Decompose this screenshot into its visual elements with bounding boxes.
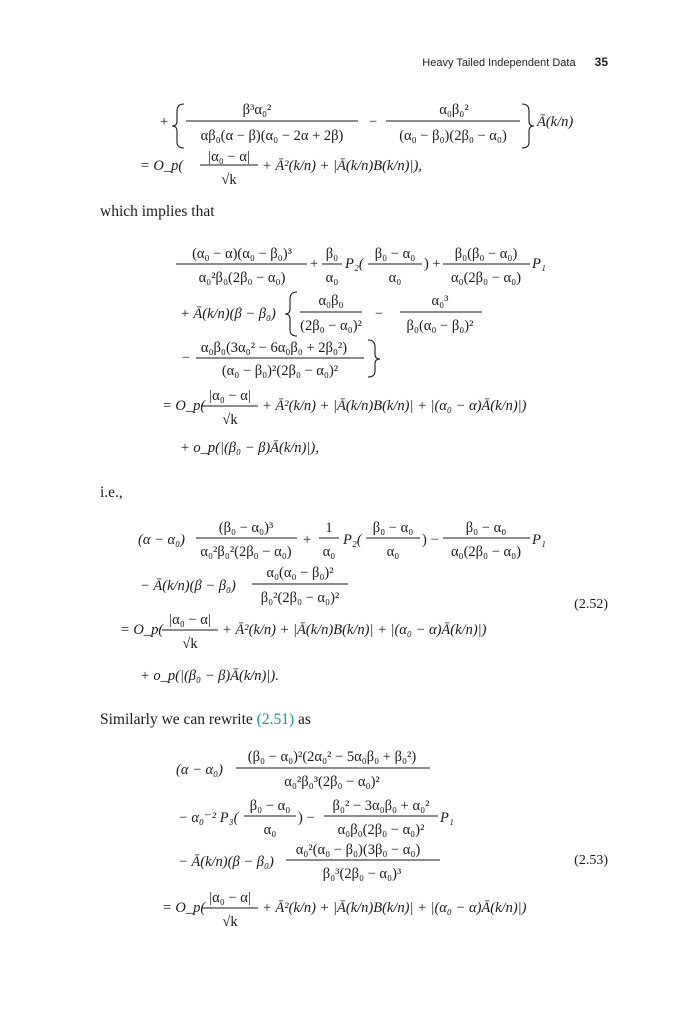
frac-d1-den: α₀²β₀³(2β₀ − α₀)² <box>284 774 380 790</box>
sqrt-k: √k <box>222 412 238 428</box>
sqrt-k: √k <box>222 914 238 930</box>
frac-b5-den: β₀(α₀ − β₀)² <box>406 318 474 334</box>
abar-term: Ā(k/n) <box>537 114 574 130</box>
remainder-term: + Ā²(k/n) + |Ā(k/n)B(k/n)| + |(α₀ − α)Ā(k/n)|) <box>262 398 527 414</box>
close-plus: ) + <box>424 256 441 272</box>
abar-beta-term: + Ā(k/n)(β − β₀) <box>180 306 276 322</box>
prose-which-implies: which implies that <box>100 203 215 220</box>
frac-c4-num: α₀(α₀ − β₀)² <box>266 565 334 581</box>
frac-d1-num: (β₀ − α₀)²(2α₀² − 5α₀β₀ + β₀²) <box>247 749 417 765</box>
equation-block-d <box>162 749 527 930</box>
p1: P₁ <box>532 256 546 272</box>
close-minus: ) − <box>298 810 315 826</box>
frac-b3a-num: β₀ − α₀ <box>374 246 416 262</box>
frac-d4-num: α₀²(α₀ − β₀)(3β₀ − α₀) <box>295 842 421 858</box>
equation-number-2-53: (2.53) <box>574 853 608 868</box>
left-brace <box>172 104 184 148</box>
equation-number-2-52: (2.52) <box>574 597 608 612</box>
frac-a2-den: (α₀ − β₀)(2β₀ − α₀) <box>399 128 507 144</box>
left-brace <box>285 292 297 336</box>
frac-a1-den: αβ₀(α − β)(α₀ − 2α + 2β) <box>200 128 344 144</box>
frac-c1-den: α₀²β₀²(2β₀ − α₀) <box>200 544 292 560</box>
frac-b1-num: (α₀ − α)(α₀ − β₀)³ <box>192 246 292 262</box>
small-op-term: + o_p(|(β₀ − β)Ā(k/n)|), <box>180 440 319 456</box>
frac-b4-num: α₀β₀ <box>318 293 344 309</box>
p2-open: P₂( <box>343 532 362 548</box>
remainder-term: + Ā²(k/n) + |Ā(k/n)B(k/n)| + |(α₀ − α)Ā(k/n)|) <box>262 900 527 916</box>
remainder-term: + Ā²(k/n) + |Ā(k/n)B(k/n)|), <box>262 158 422 174</box>
frac-d2-den: α₀ <box>263 822 277 838</box>
plus-sign: + <box>303 532 312 548</box>
frac-c2-den: α₀ <box>322 544 336 560</box>
frac-b1-den: α₀²β₀(2β₀ − α₀) <box>198 270 286 286</box>
remainder-term: + Ā²(k/n) + |Ā(k/n)B(k/n)| + |(α₀ − α)Ā(k/n)|) <box>222 622 487 638</box>
p1: P₁ <box>532 532 546 548</box>
frac-b3a-den: α₀ <box>388 270 402 286</box>
running-title: Heavy Tailed Independent Data <box>422 57 576 69</box>
frac-b5-num: α₀³ <box>431 293 449 309</box>
abs-num: |α₀ − α| <box>208 149 250 165</box>
frac-b3-num: β₀(β₀ − α₀) <box>454 246 518 262</box>
op-open: = O_p( <box>162 900 206 916</box>
alpha-diff: (α − α₀) <box>138 532 185 548</box>
p2-open: P₂( <box>345 256 364 272</box>
frac-b6-num: α₀β₀(3α₀² − 6α₀β₀ + 2β₀²) <box>200 340 348 356</box>
right-brace <box>368 340 380 377</box>
abar-beta-term: − Ā(k/n)(β − β₀) <box>140 578 236 594</box>
prose-similarly-suffix: as <box>298 711 311 728</box>
p1: P₁ <box>440 810 454 826</box>
equation-block-b <box>162 246 546 456</box>
frac-b3-den: α₀(2β₀ − α₀) <box>450 270 522 286</box>
frac-a2-num: α₀β₀² <box>439 102 469 118</box>
prose-ie: i.e., <box>100 484 123 501</box>
equation-block-c <box>120 520 546 684</box>
frac-d4-den: β₀³(2β₀ − α₀)³ <box>322 866 402 882</box>
minus-sign: − <box>182 350 191 366</box>
frac-c3-num: β₀ − α₀ <box>465 520 507 536</box>
sqrt-k: √k <box>182 636 198 652</box>
right-brace <box>522 104 534 148</box>
minus-sign: − <box>369 114 378 130</box>
frac-d3-den: α₀β₀(2β₀ − α₀)² <box>337 822 425 838</box>
frac-d3-num: β₀² − 3α₀β₀ + α₀² <box>332 798 430 814</box>
minus-sign: − <box>375 306 384 322</box>
op-open: = O_p( <box>162 398 206 414</box>
sqrt-k: √k <box>221 172 237 188</box>
p3-open: − α₀⁻² P₃( <box>178 810 239 826</box>
frac-b2-num: β₀ <box>325 246 339 262</box>
abs-num: |α₀ − α| <box>209 388 251 404</box>
frac-b6-den: (α₀ − β₀)²(2β₀ − α₀)² <box>221 363 339 379</box>
frac-c4-den: β₀²(2β₀ − α₀)² <box>260 590 340 606</box>
abs-num: |α₀ − α| <box>169 612 211 628</box>
equation-ref-link[interactable]: (2.51) <box>256 711 295 728</box>
abar-beta-term: − Ā(k/n)(β − β₀) <box>178 854 274 870</box>
prose-similarly-prefix: Similarly we can rewrite <box>100 711 253 728</box>
equation-block-a <box>140 102 573 188</box>
prose-similarly <box>100 711 311 729</box>
frac-c3a-den: α₀ <box>386 544 400 560</box>
small-op-term: + o_p(|(β₀ − β)Ā(k/n)|). <box>140 668 279 684</box>
frac-c1-num: (β₀ − α₀)³ <box>218 520 274 536</box>
frac-b2-den: α₀ <box>325 270 339 286</box>
frac-d2-num: β₀ − α₀ <box>249 798 291 814</box>
frac-c2-num: 1 <box>325 520 333 536</box>
frac-c3a-num: β₀ − α₀ <box>372 520 414 536</box>
frac-c3-den: α₀(2β₀ − α₀) <box>450 544 522 560</box>
page-number: 35 <box>594 55 608 69</box>
op-open: = O_p( <box>140 158 184 174</box>
op-open: = O_p( <box>120 622 164 638</box>
frac-b4-den: (2β₀ − α₀)² <box>300 318 362 334</box>
close-minus: ) − <box>422 532 439 548</box>
alpha-diff: (α − α₀) <box>176 762 223 778</box>
abs-num: |α₀ − α| <box>209 890 251 906</box>
plus-sign: + <box>310 256 319 272</box>
frac-a1-num: β³α₀² <box>242 102 272 118</box>
plus-sign: + <box>160 114 169 130</box>
